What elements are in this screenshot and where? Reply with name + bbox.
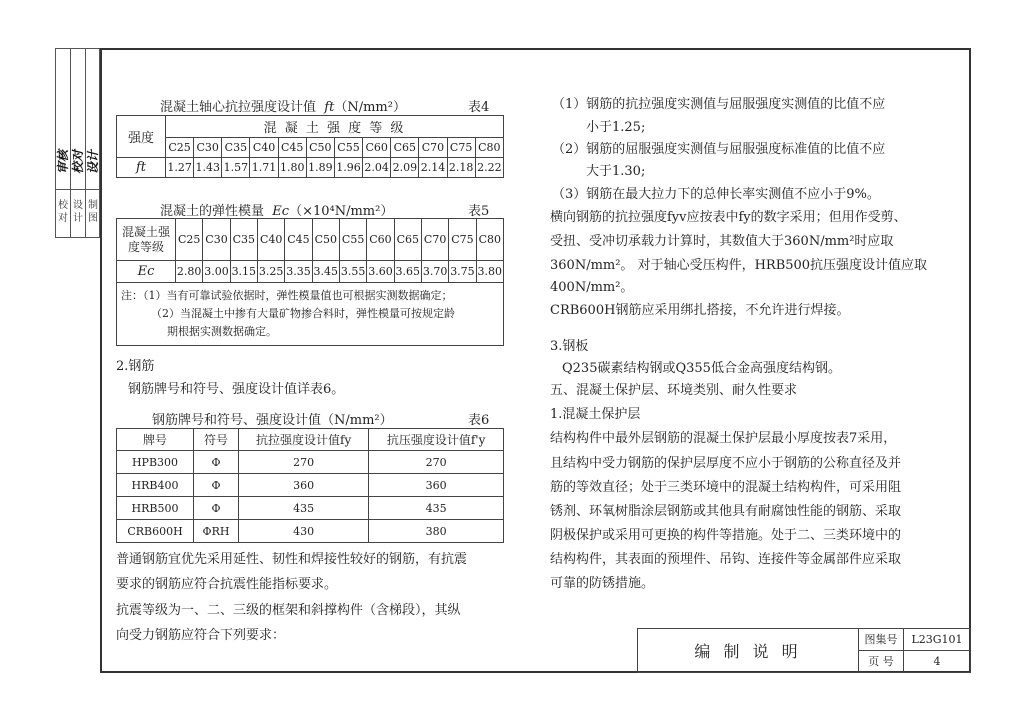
right-line: 大于1.30; (586, 164, 646, 179)
table5-grade-cell: C65 (394, 219, 421, 261)
table4-grade-cell: C55 (334, 138, 362, 158)
table5-grade-cell: C55 (339, 219, 366, 261)
table4-row-header: 强度 (117, 116, 166, 158)
table5-grade-cell: C50 (312, 219, 339, 261)
table6-header-symbol: 符号 (194, 429, 239, 451)
approval-strip (55, 48, 100, 238)
table5-grade-cell: C25 (176, 219, 203, 261)
table4-grade-cell: C65 (391, 138, 419, 158)
section5-line: 结构构件，其表面的预埋件、吊钩、连接件等金属部件应采取 (550, 552, 902, 567)
table5-caption: 混凝土的弹性模量 Ec（×10⁴N/mm²） (160, 204, 394, 219)
table6-row (117, 451, 504, 474)
table6-row (117, 474, 504, 497)
section5-sub: 1.混凝土保护层 (550, 407, 641, 422)
section5-line: 阴极保护或采用可更换的构件等措施。处于二、三类环境中的 (550, 528, 902, 543)
table6-cell: Φ (194, 474, 239, 497)
table6-cell: 270 (239, 451, 369, 474)
table4-group-header: 混 凝 土 强 度 等 级 (166, 116, 504, 138)
right-line: （1）钢筋的抗拉强度实测值与屈服强度实测值的比值不应 (552, 97, 886, 112)
atlas-label: 图集号 (858, 628, 904, 651)
table6-cell: CRB600H (117, 520, 194, 543)
left-paragraph-line: 普通钢筋宜优先采用延性、韧性和焊接性较好的钢筋，有抗震 (116, 552, 468, 567)
table6-header-row (117, 429, 504, 451)
table5-row-label: Ec (117, 261, 176, 283)
table5-value-cell: 3.60 (367, 261, 394, 283)
table4-value-cell: 2.18 (447, 158, 475, 178)
table5-value-cell: 3.15 (230, 261, 257, 283)
title-block (637, 628, 971, 673)
table5-grade-cell: C60 (367, 219, 394, 261)
table5-note-3: 期根据实测数据确定。 (167, 325, 277, 338)
table4-value-cell: 1.43 (194, 158, 222, 178)
table6-cell: 270 (369, 451, 504, 474)
table4-grade-cell: C50 (306, 138, 334, 158)
drawing-title: 编 制 说 明 (637, 628, 859, 673)
signature-design: 设计 (86, 149, 100, 174)
table4-row-label: ft (117, 158, 166, 178)
table5-value-cell: 3.25 (257, 261, 284, 283)
table5-number: 表5 (468, 204, 490, 219)
table4 (116, 115, 504, 178)
section5-heading: 五、混凝土保护层、环境类别、耐久性要求 (550, 383, 798, 398)
table6-cell: 360 (239, 474, 369, 497)
table5-value-cell: 3.80 (476, 261, 503, 283)
table4-grade-row (117, 138, 504, 158)
table6-cell: HPB300 (117, 451, 194, 474)
table6-cell: 435 (239, 497, 369, 520)
table6-caption: 钢筋牌号和符号、强度设计值（N/mm²） (152, 413, 393, 428)
table6-cell: Φ (194, 451, 239, 474)
table6-row (117, 520, 504, 543)
right-line: （3）钢筋在最大拉力下的总伸长率实测值不应小于9%。 (552, 187, 880, 202)
table5-grade-cell: C80 (476, 219, 503, 261)
table5-grade-cell: C35 (230, 219, 257, 261)
table4-grade-cell: C25 (166, 138, 194, 158)
rebar-intro: 钢筋牌号和符号、强度设计值详表6。 (128, 382, 345, 397)
table5-notes (117, 283, 504, 346)
table5-note-2: （2）当混凝土中掺有大量矿物掺合料时，弹性模量可按规定龄 (151, 307, 455, 320)
table4-number: 表4 (468, 100, 490, 115)
atlas-value: L23G101 (903, 628, 971, 651)
right-line: 400N/mm²。 (550, 280, 634, 295)
steel-heading: 3.钢板 (550, 339, 589, 354)
table4-grade-cell: C80 (475, 138, 503, 158)
table6-header-compressive: 抗压强度设计值f'y (369, 429, 504, 451)
table4-grade-cell: C60 (363, 138, 391, 158)
table5-grade-cell: C30 (203, 219, 230, 261)
table4-value-cell: 2.22 (475, 158, 503, 178)
steel-text: Q235碳素结构钢或Q355低合金高强度结构钢。 (562, 361, 841, 376)
table6-cell: 360 (369, 474, 504, 497)
page-label: 页 号 (858, 650, 904, 673)
table4-value-cell: 2.09 (391, 158, 419, 178)
table5-row-header: 混凝土强度等级 (117, 219, 176, 261)
table4-value-cell: 1.89 (306, 158, 334, 178)
table5-grade-row (117, 219, 504, 261)
table5-value-cell: 3.70 (421, 261, 448, 283)
table6-cell: ΦRH (194, 520, 239, 543)
table6-row (117, 497, 504, 520)
table6 (116, 428, 504, 543)
table4-value-row (117, 158, 504, 178)
table6-number: 表6 (468, 413, 490, 428)
table6-cell: HRB500 (117, 497, 194, 520)
table4-value-cell: 2.14 (419, 158, 447, 178)
page-value: 4 (903, 650, 971, 673)
table6-cell: Φ (194, 497, 239, 520)
table5-value-cell: 3.00 (203, 261, 230, 283)
table6-cell: 435 (369, 497, 504, 520)
section5-line: 且结构中受力钢筋的保护层厚度不应小于钢筋的公称直径及并 (550, 456, 902, 471)
section5-line: 结构构件中最外层钢筋的混凝土保护层最小厚度按表7采用， (550, 431, 897, 446)
table6-cell: 430 (239, 520, 369, 543)
table5-grade-cell: C70 (421, 219, 448, 261)
table5-value-cell: 3.35 (285, 261, 312, 283)
section5-line: 可靠的防锈措施。 (550, 576, 655, 591)
table6-cell: HRB400 (117, 474, 194, 497)
table4-value-cell: 1.27 (166, 158, 194, 178)
table5-grade-cell: C75 (449, 219, 476, 261)
right-line: 360N/mm²。 对于轴心受压构件，HRB500抗压强度设计值应取 (550, 258, 928, 273)
table6-cell: 380 (369, 520, 504, 543)
left-paragraph-line: 抗震等级为一、二、三级的框架和斜撑构件（含梯段），其纵 (116, 603, 461, 618)
table6-header-grade: 牌号 (117, 429, 194, 451)
right-line: （2）钢筋的屈服强度实测值与屈服强度标准值的比值不应 (552, 142, 886, 157)
table5-value-row (117, 261, 504, 283)
table4-grade-cell: C35 (222, 138, 250, 158)
table4-value-cell: 1.80 (278, 158, 306, 178)
right-line: 横向钢筋的抗拉强度fyv应按表中fy的数字采用；但用作受剪、 (550, 210, 907, 225)
table5 (116, 218, 504, 346)
left-paragraph-line: 要求的钢筋应符合抗震性能指标要求。 (116, 577, 338, 592)
signature-check: 校对 (71, 149, 85, 174)
table4-value-cell: 2.04 (363, 158, 391, 178)
strip-label-design: 设 计 (73, 200, 83, 224)
rebar-heading: 2.钢筋 (116, 359, 155, 374)
table6-header-tensile: 抗拉强度设计值fy (239, 429, 369, 451)
section5-line: 锈剂、环氧树脂涂层钢筋或其他具有耐腐蚀性能的钢筋、采取 (550, 504, 902, 519)
table5-value-cell: 2.80 (176, 261, 203, 283)
table4-caption: 混凝土轴心抗拉强度设计值 ft（N/mm²） (160, 100, 406, 115)
table5-note-1: 注：（1）当有可靠试验依据时，弹性模量值也可根据实测数据确定； (121, 289, 453, 302)
section5-line: 筋的等效直径；处于三类环境中的混凝土结构构件，可采用阻 (550, 480, 902, 495)
strip-label-draw: 制 图 (88, 200, 98, 224)
table5-value-cell: 3.75 (449, 261, 476, 283)
table4-grade-cell: C30 (194, 138, 222, 158)
right-line: 小于1.25; (586, 120, 646, 135)
table4-value-cell: 1.71 (250, 158, 278, 178)
right-line: CRB600H钢筋应采用绑扎搭接，不允许进行焊接。 (550, 303, 850, 318)
table5-value-cell: 3.55 (339, 261, 366, 283)
table5-grade-cell: C40 (257, 219, 284, 261)
table4-grade-cell: C40 (250, 138, 278, 158)
table5-grade-cell: C45 (285, 219, 312, 261)
table4-grade-cell: C70 (419, 138, 447, 158)
table5-value-cell: 3.45 (312, 261, 339, 283)
table4-value-cell: 1.96 (334, 158, 362, 178)
table4-grade-cell: C45 (278, 138, 306, 158)
table4-grade-cell: C75 (447, 138, 475, 158)
table5-value-cell: 3.65 (394, 261, 421, 283)
strip-label-check: 校 对 (58, 200, 68, 224)
signature-review: 审核 (56, 149, 70, 174)
left-paragraph-line: 向受力钢筋应符合下列要求： (116, 628, 286, 643)
table4-value-cell: 1.57 (222, 158, 250, 178)
right-line: 受扭、受冲切承载力计算时，其数值大于360N/mm²时应取 (550, 234, 894, 249)
